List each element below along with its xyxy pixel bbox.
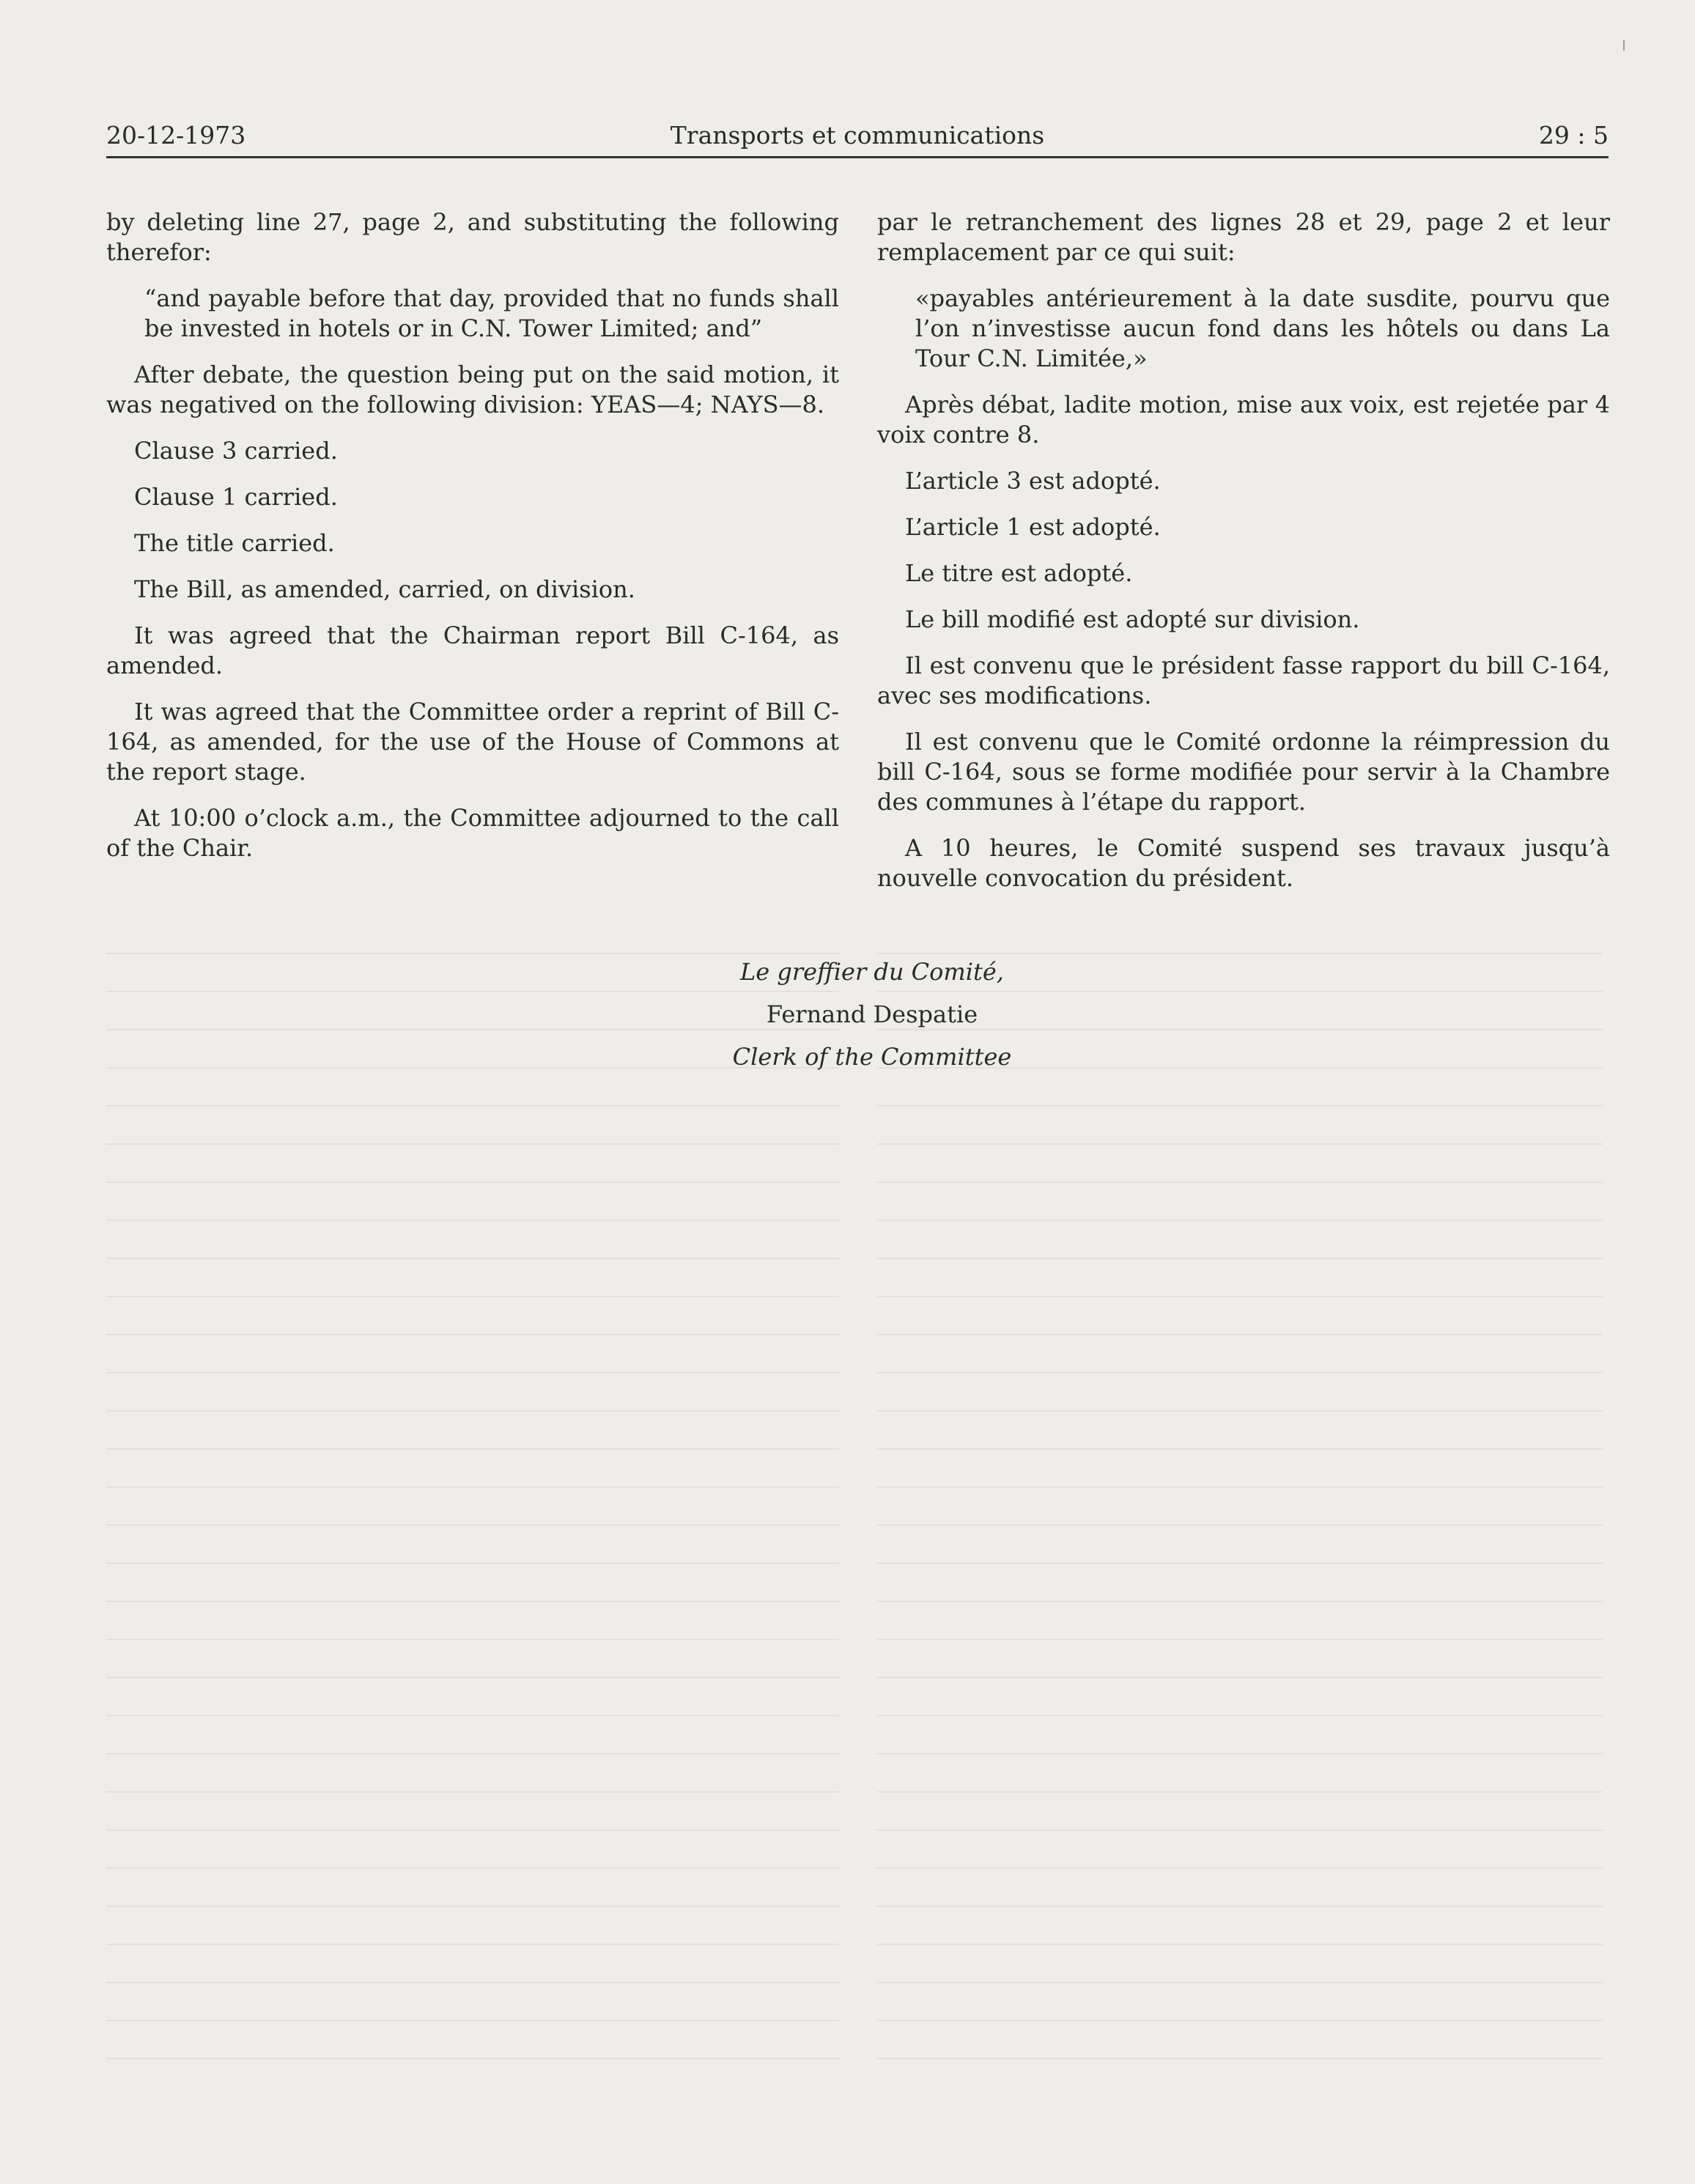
bleed-line <box>877 1601 1603 1602</box>
bleed-line <box>877 1906 1603 1907</box>
bleed-line <box>106 1867 839 1869</box>
page-header <box>106 121 1609 159</box>
bleed-line <box>877 1334 1603 1335</box>
bleed-line <box>877 1563 1603 1564</box>
fr-paragraph-8: Il est convenu que le président fasse rapport du bill C-164, avec ses modifications. <box>877 652 1610 709</box>
fr-paragraph-3: Après débat, ladite motion, mise aux voix, est rejetée par 4 voix contre 8. <box>877 391 1610 449</box>
bleed-line <box>877 1067 1603 1069</box>
bleed-line <box>877 1639 1603 1640</box>
english-column <box>106 207 839 879</box>
fr-paragraph-6: Le titre est adopté. <box>905 559 1133 587</box>
bleed-line <box>877 1677 1603 1678</box>
en-paragraph-3: After debate, the question being put on the said motion, it was negatived on the following division: YEAS—4; NAYS—8. <box>106 361 839 418</box>
header-title: Transports et communications <box>670 121 1045 150</box>
en-paragraph-4: Clause 3 carried. <box>134 437 338 465</box>
bleed-line <box>106 1715 839 1716</box>
bleed-line <box>106 1639 839 1640</box>
bleed-line <box>106 1448 839 1450</box>
bleed-line <box>877 1791 1603 1793</box>
header-page-number: 29 : 5 <box>1538 121 1609 150</box>
fr-paragraph-9: Il est convenu que le Comité ordonne la réimpression du bill C-164, sous se forme modifiée pour servir à la Chambre des communes à l’étape du rapport. <box>877 728 1610 816</box>
bleed-line <box>877 2058 1603 2059</box>
fr-paragraph-10: A 10 heures, le Comité suspend ses travaux jusqu’à nouvelle convocation du président. <box>877 834 1610 892</box>
bleed-line <box>877 1410 1603 1412</box>
bleed-line <box>106 2058 839 2059</box>
bleed-line <box>106 1181 839 1183</box>
bleed-line <box>877 1944 1603 1945</box>
en-paragraph-1: by deleting line 27, page 2, and substituting the following therefor: <box>106 208 839 266</box>
bleed-line <box>106 2020 839 2021</box>
bleed-line <box>877 1982 1603 1983</box>
bleed-line <box>877 1829 1603 1831</box>
bleed-line <box>106 1982 839 1983</box>
signature-fr-title: Le greffier du Comité, <box>740 958 1004 986</box>
bleed-line <box>106 1563 839 1564</box>
bleed-line <box>106 1601 839 1602</box>
en-paragraph-5: Clause 1 carried. <box>134 483 338 511</box>
bleed-line <box>106 1524 839 1526</box>
bleed-line <box>106 991 839 992</box>
en-paragraph-9: It was agreed that the Committee order a reprint of Bill C-164, as amended, for the use of the House of Commons at the report stage. <box>106 698 839 786</box>
bleed-line <box>877 1105 1603 1107</box>
fr-quote: «payables antérieurement à la date susdite, pourvu que l’on n’investisse aucun fond dans les hôtels ou dans La Tour C.N. Limitée,» <box>915 284 1610 372</box>
bleed-line <box>877 1372 1603 1373</box>
bleed-line <box>106 1258 839 1259</box>
fr-paragraph-7: Le bill modifié est adopté sur division. <box>905 605 1360 633</box>
bleed-line <box>877 1486 1603 1488</box>
bleed-line <box>106 1829 839 1831</box>
bleed-line <box>877 1258 1603 1259</box>
bleed-line <box>877 1753 1603 1755</box>
bleed-line <box>106 1410 839 1412</box>
bleed-line <box>106 1067 839 1069</box>
en-paragraph-6: The title carried. <box>134 529 335 557</box>
en-paragraph-8: It was agreed that the Chairman report Bill C-164, as amended. <box>106 621 839 679</box>
bleed-line <box>106 1791 839 1793</box>
bleed-line <box>877 1143 1603 1145</box>
signature-name: Fernand Despatie <box>766 1000 978 1028</box>
bleed-line <box>877 1715 1603 1716</box>
fr-paragraph-1: par le retranchement des lignes 28 et 29, page 2 et leur remplacement par ce qui suit: <box>877 208 1610 266</box>
bleed-line <box>877 1867 1603 1869</box>
bleed-line <box>877 1220 1603 1221</box>
bleed-line <box>106 1753 839 1755</box>
bleed-line <box>106 1944 839 1945</box>
bleed-line <box>106 1906 839 1907</box>
french-column <box>877 207 1610 910</box>
scan-mark <box>1623 40 1625 51</box>
bleed-line <box>877 953 1603 954</box>
bleed-line <box>106 1677 839 1678</box>
bleed-line <box>877 2020 1603 2021</box>
bleed-line <box>877 1296 1603 1297</box>
bleed-line <box>106 1296 839 1297</box>
signature-block <box>645 951 1099 1078</box>
bleed-line <box>106 1486 839 1488</box>
bleed-line <box>877 1029 1603 1030</box>
bleed-line <box>106 1029 839 1030</box>
fr-paragraph-5: L’article 1 est adopté. <box>905 513 1161 541</box>
bleed-line <box>106 1220 839 1221</box>
bleed-line <box>106 953 839 954</box>
bleed-line <box>877 1524 1603 1526</box>
bleed-line <box>877 991 1603 992</box>
bleed-line <box>106 1105 839 1107</box>
signature-en-title: Clerk of the Committee <box>732 1043 1012 1071</box>
bleed-line <box>877 1448 1603 1450</box>
bleed-line <box>877 1181 1603 1183</box>
bleed-line <box>106 1334 839 1335</box>
header-date: 20-12-1973 <box>106 121 246 150</box>
en-paragraph-10: At 10:00 o’clock a.m., the Committee adjourned to the call of the Chair. <box>106 804 839 862</box>
en-quote: “and payable before that day, provided that no funds shall be invested in hotels or in C.N. Tower Limited; and” <box>144 284 839 342</box>
bleed-line <box>106 1143 839 1145</box>
en-paragraph-7: The Bill, as amended, carried, on division. <box>134 575 635 603</box>
bleed-line <box>106 1372 839 1373</box>
header-rule <box>106 156 1609 158</box>
fr-paragraph-4: L’article 3 est adopté. <box>905 467 1161 495</box>
